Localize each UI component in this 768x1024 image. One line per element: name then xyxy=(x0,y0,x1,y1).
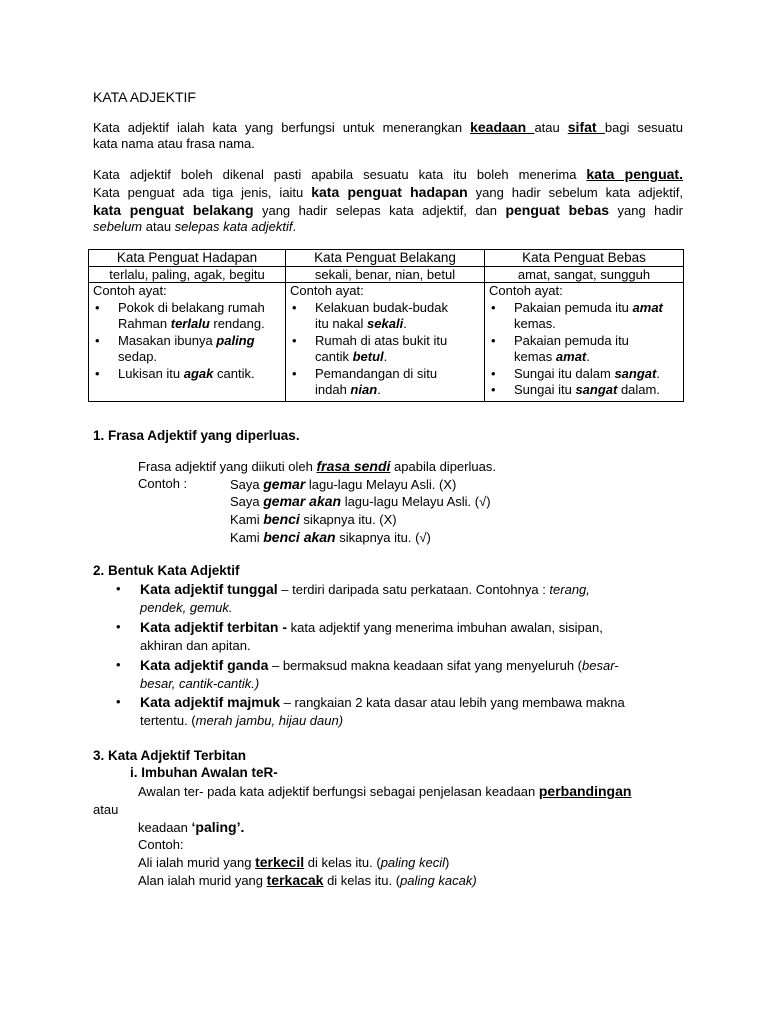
text: amat xyxy=(555,349,587,364)
bullet-icon: • xyxy=(491,299,496,315)
text: . xyxy=(656,365,660,381)
text: Rahman xyxy=(118,316,171,331)
text: sedap. xyxy=(118,349,158,364)
bullet-icon: • xyxy=(95,365,100,381)
text: indah xyxy=(315,382,351,397)
text: cantik xyxy=(315,349,353,364)
list-item xyxy=(93,366,281,383)
text: Awalan ter- pada kata adjektif berfungsi sebagai penjelasan keadaan xyxy=(138,784,539,799)
text: paling kecil xyxy=(380,855,446,870)
text: di kelas itu. ( xyxy=(304,855,381,870)
list-item xyxy=(93,300,281,333)
text: Kami xyxy=(230,512,264,527)
text: sebelum xyxy=(93,219,143,234)
table-header: Kata Penguat Belakang xyxy=(286,250,485,267)
text xyxy=(315,366,480,399)
list-item xyxy=(489,366,679,383)
text: Kelakuan budak-budak xyxy=(315,299,448,315)
text: tertentu. ( xyxy=(140,713,196,728)
section-3-subheading: i. Imbuhan Awalan teR- xyxy=(130,765,278,780)
text: pendek, gemuk. xyxy=(140,600,233,615)
keyword: penguat bebas xyxy=(505,202,610,218)
text: kemas. xyxy=(514,316,556,331)
text: terlalu xyxy=(170,316,210,331)
text xyxy=(315,300,480,333)
text xyxy=(118,300,281,333)
table-cell-examples xyxy=(89,283,286,402)
text xyxy=(514,333,679,366)
text: benci akan xyxy=(263,529,336,545)
bullet-icon: • xyxy=(491,365,496,381)
bullet-icon: • xyxy=(95,332,100,348)
s1-example xyxy=(230,528,431,547)
text xyxy=(514,366,679,383)
text: besar- xyxy=(582,658,619,673)
text: Pakaian pemuda itu xyxy=(514,332,629,348)
text: kata nama atau frasa nama. xyxy=(93,136,255,151)
text: itu nakal xyxy=(315,316,368,331)
text xyxy=(140,694,625,710)
text: rendang. xyxy=(209,316,265,331)
s1-example xyxy=(230,492,491,511)
text: Pokok di belakang rumah xyxy=(118,299,265,315)
text: sangat xyxy=(614,365,657,381)
text: kata adjektif yang menerima imbuhan awalan, sisipan, xyxy=(287,620,603,635)
s3-line-1 xyxy=(138,782,631,801)
bullet-icon: • xyxy=(95,299,100,315)
text: – terdiri daripada satu perkataan. Contohnya : xyxy=(277,582,550,597)
s3-line-3 xyxy=(138,818,244,837)
text: lagu-lagu Melayu Asli. (√) xyxy=(341,494,491,509)
keyword: kata penguat belakang xyxy=(93,202,254,218)
intro-line-1 xyxy=(93,119,683,136)
para2-line-2 xyxy=(93,184,683,201)
text xyxy=(118,366,281,383)
table-row xyxy=(89,267,684,283)
table-cell-examples xyxy=(485,283,684,402)
text: sikapnya itu. (√) xyxy=(335,530,431,545)
penguat-table xyxy=(88,249,684,402)
s3-example xyxy=(138,871,477,890)
bullet-icon: • xyxy=(491,332,496,348)
text: Rumah di atas bukit itu xyxy=(315,332,448,348)
list-item xyxy=(290,300,480,333)
text: sekali xyxy=(367,316,404,331)
text: Kata adjektif majmuk xyxy=(140,694,281,710)
keyword: kata penguat hadapan xyxy=(311,184,468,200)
text: Sungai itu dalam xyxy=(514,365,615,381)
text: – rangkaian 2 kata dasar atau lebih yang membawa makna xyxy=(280,695,625,710)
text: di kelas itu. ( xyxy=(323,873,401,888)
s3-contoh-label: Contoh: xyxy=(138,837,184,852)
keyword: ‘paling’. xyxy=(191,819,245,835)
list-item xyxy=(93,333,281,366)
list-item xyxy=(489,382,679,399)
table-row xyxy=(89,283,684,402)
text: . xyxy=(586,349,590,364)
text: Ali ialah murid yang xyxy=(138,855,256,870)
text xyxy=(140,619,603,635)
text: terang, xyxy=(549,582,590,597)
table-header: Kata Penguat Hadapan xyxy=(89,250,286,267)
text: selepas kata adjektif xyxy=(174,219,293,234)
bullet-icon: • xyxy=(116,694,121,709)
text: Frasa adjektif yang diikuti oleh xyxy=(138,459,317,474)
text: gemar xyxy=(263,476,306,492)
title-text: KATA ADJEKTIF xyxy=(93,89,196,105)
text: Kata adjektif boleh dikenal pasti apabila sesuatu kata itu boleh menerima xyxy=(93,167,587,182)
text: Saya xyxy=(230,494,264,509)
table-header-row xyxy=(89,250,684,267)
keyword: frasa sendi xyxy=(316,458,391,474)
para2-line-4 xyxy=(93,219,296,235)
list-item xyxy=(290,366,480,399)
text: Kata adjektif terbitan - xyxy=(140,619,288,635)
text: merah jambu, hijau daun) xyxy=(195,713,344,728)
text: Sungai itu xyxy=(514,382,576,397)
text: lagu-lagu Melayu Asli. (X) xyxy=(305,477,457,492)
text: . xyxy=(403,316,407,331)
text: dalam. xyxy=(617,382,660,397)
intro-line-2 xyxy=(93,136,255,152)
keyword: terkacak xyxy=(266,872,324,888)
text: Saya xyxy=(230,477,264,492)
section-3-heading: 3. Kata Adjektif Terbitan xyxy=(93,748,247,763)
text: yang hadir xyxy=(609,203,683,218)
text: Kata adjektif ganda xyxy=(140,657,269,673)
section-1-heading: 1. Frasa Adjektif yang diperluas. xyxy=(93,428,300,443)
page-title xyxy=(93,89,196,105)
s1-example xyxy=(230,510,397,529)
contoh-label: Contoh ayat: xyxy=(93,283,167,298)
text: . xyxy=(383,349,388,364)
list-item xyxy=(489,333,679,366)
text xyxy=(140,657,619,673)
table-cell-examples xyxy=(286,283,485,402)
text: paling xyxy=(216,332,255,348)
text: besar, cantik-cantik.) xyxy=(140,676,260,691)
text: paling kacak) xyxy=(400,873,477,888)
keyword-sifat: sifat xyxy=(567,119,605,135)
contoh-label: Contoh ayat: xyxy=(489,283,563,298)
list-item xyxy=(489,300,679,333)
text: benci xyxy=(263,511,300,527)
text: ) xyxy=(445,855,450,870)
text: kemas xyxy=(514,349,556,364)
text: yang hadir selepas kata adjektif, dan xyxy=(253,203,506,218)
text: Kata penguat ada tiga jenis, iaitu xyxy=(93,185,312,200)
bullet-icon: • xyxy=(292,365,297,381)
bullet-icon: • xyxy=(116,581,121,596)
text xyxy=(514,300,679,333)
keyword-kata-penguat: kata penguat. xyxy=(586,166,683,182)
text: Alan ialah murid yang xyxy=(138,873,267,888)
text: . xyxy=(292,219,297,234)
text: keadaan xyxy=(138,820,192,835)
keyword-perbandingan: perbandingan xyxy=(538,783,632,799)
text: betul xyxy=(352,349,384,364)
table-cell: amat, sangat, sungguh xyxy=(485,267,684,283)
text xyxy=(140,713,343,728)
contoh-label: Contoh ayat: xyxy=(290,283,364,298)
text: sikapnya itu. (X) xyxy=(299,512,397,527)
text: Masakan ibunya xyxy=(118,332,217,348)
text: Lukisan itu xyxy=(118,365,184,381)
text: gemar akan xyxy=(263,493,342,509)
text xyxy=(514,382,679,399)
s3-example xyxy=(138,853,449,872)
list-item xyxy=(290,333,480,366)
text: Kata adjektif tunggal xyxy=(140,581,278,597)
section-2-heading: 2. Bentuk Kata Adjektif xyxy=(93,563,240,578)
para2-line-3 xyxy=(93,202,683,219)
text xyxy=(140,581,590,597)
text: Pakaian pemuda itu xyxy=(514,299,633,315)
text: agak xyxy=(183,365,214,381)
text: . xyxy=(377,382,381,397)
text: nian xyxy=(350,382,378,397)
text: cantik. xyxy=(213,365,255,381)
s1-line-1 xyxy=(138,457,496,476)
keyword: terkecil xyxy=(255,854,305,870)
bullet-icon: • xyxy=(292,299,297,315)
table-header: Kata Penguat Bebas xyxy=(485,250,684,267)
text xyxy=(118,333,281,366)
text: yang hadir sebelum kata adjektif, xyxy=(467,185,683,200)
s1-contoh-label: Contoh : xyxy=(138,476,188,491)
bullet-icon: • xyxy=(491,382,496,397)
table-cell: sekali, benar, nian, betul xyxy=(286,267,485,283)
text: akhiran dan apitan. xyxy=(140,638,251,653)
text: Kami xyxy=(230,530,264,545)
text: atau xyxy=(534,120,568,135)
text: atau xyxy=(142,219,175,234)
para2-line-1 xyxy=(93,166,683,183)
text: bagi sesuatu xyxy=(604,120,683,135)
text xyxy=(315,333,480,366)
s3-line-2: atau xyxy=(93,802,119,817)
text: Kata adjektif ialah kata yang berfungsi untuk menerangkan xyxy=(93,120,471,135)
text: sangat xyxy=(575,382,618,397)
bullet-icon: • xyxy=(292,332,297,348)
text: apabila diperluas. xyxy=(390,459,496,474)
bullet-icon: • xyxy=(116,619,121,634)
table-cell: terlalu, paling, agak, begitu xyxy=(89,267,286,283)
keyword-keadaan: keadaan xyxy=(470,119,535,135)
text: amat xyxy=(632,299,663,315)
text: – bermaksud makna keadaan sifat yang menyeluruh ( xyxy=(268,658,582,673)
text: Pemandangan di situ xyxy=(315,365,438,381)
bullet-icon: • xyxy=(116,657,121,672)
